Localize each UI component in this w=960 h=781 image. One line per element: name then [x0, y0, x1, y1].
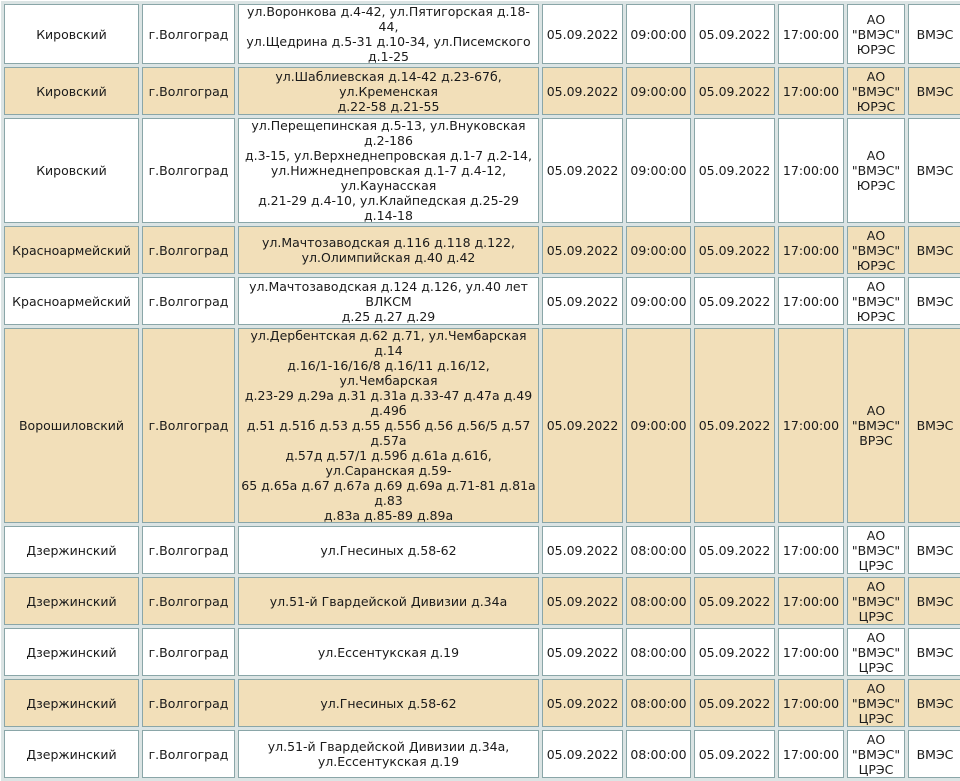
organization-line: АО — [866, 11, 886, 27]
organization-line: "ВМЭС" — [851, 695, 901, 711]
start-date-cell: 05.09.2022 — [542, 526, 623, 574]
address-line: д.23-29 д.29а д.31 д.31а д.33-47 д.47а д.49 д.49б — [244, 388, 533, 418]
district-cell: Дзержинский — [4, 526, 139, 574]
start-time-cell: 09:00:00 — [626, 226, 691, 274]
organization-cell — [847, 4, 905, 64]
organization-cell — [847, 67, 905, 115]
organization-line: ЮРЭС — [856, 257, 896, 273]
outage-schedule-table — [1, 1, 960, 781]
organization-line: ВРЭС — [859, 433, 893, 448]
organization-line: АО — [866, 731, 886, 747]
organization-cell — [847, 679, 905, 727]
address-line: д.57д д.57/1 д.59б д.61а д.61б, ул.Саранская д.59- — [285, 448, 492, 478]
start-date-cell: 05.09.2022 — [542, 628, 623, 676]
table-row — [4, 679, 960, 727]
organization-line: ЮРЭС — [856, 178, 896, 193]
end-date-cell: 05.09.2022 — [694, 118, 775, 223]
table-row — [4, 526, 960, 574]
address-cell — [238, 628, 539, 676]
organization-line: АО — [866, 403, 886, 418]
organization-cell — [847, 628, 905, 676]
address-line: ул.Дербентская д.62 д.71, ул.Чембарская д.14 — [250, 328, 527, 358]
end-date-cell: 05.09.2022 — [694, 628, 775, 676]
end-time-cell: 17:00:00 — [778, 4, 844, 64]
address-cell — [238, 577, 539, 625]
address-line: ул.Воронкова д.4-42, ул.Пятигорская д.18-44, — [247, 4, 530, 34]
start-date-cell: 05.09.2022 — [542, 118, 623, 223]
organization-line: "ВМЭС" — [851, 746, 901, 762]
end-time-cell: 17:00:00 — [778, 730, 844, 778]
organization-line: "ВМЭС" — [851, 542, 901, 558]
table-row — [4, 277, 960, 325]
end-time-cell: 17:00:00 — [778, 226, 844, 274]
city-cell: г.Волгоград — [142, 577, 235, 625]
address-line: ул.Гнесиных д.58-62 — [320, 695, 457, 711]
end-time-cell: 17:00:00 — [778, 118, 844, 223]
organization-cell — [847, 577, 905, 625]
start-time-cell: 08:00:00 — [626, 679, 691, 727]
address-line: ул.Шаблиевская д.14-42 д.23-67б, ул.Кременская — [275, 68, 502, 99]
city-cell: г.Волгоград — [142, 67, 235, 115]
organization-line: АО — [866, 578, 886, 594]
address-line: 65 д.65а д.67 д.67а д.69 д.69а д.71-81 д.81а д.83 — [241, 478, 536, 508]
organization-line: АО — [866, 148, 886, 163]
owner-cell: ВМЭС — [908, 577, 960, 625]
address-line: д.16/1-16/16/8 д.16/11 д.16/12, ул.Чембарская — [287, 358, 490, 388]
address-cell — [238, 4, 539, 64]
organization-line: ЮРЭС — [856, 98, 896, 114]
organization-line: ЦРЭС — [858, 557, 894, 573]
organization-line: ЦРЭС — [858, 710, 894, 726]
address-cell — [238, 118, 539, 223]
start-time-cell: 09:00:00 — [626, 118, 691, 223]
owner-cell: ВМЭС — [908, 67, 960, 115]
address-line: ул.Перещепинская д.5-13, ул.Внуковская д.2-186 — [251, 118, 526, 148]
end-date-cell: 05.09.2022 — [694, 730, 775, 778]
city-cell: г.Волгоград — [142, 628, 235, 676]
address-line: ул.51-й Гвардейской Дивизии д.34а — [269, 593, 508, 609]
start-time-cell: 09:00:00 — [626, 67, 691, 115]
table-row — [4, 730, 960, 778]
start-date-cell: 05.09.2022 — [542, 4, 623, 64]
address-line: д.51 д.51б д.53 д.55 д.55б д.56 д.56/5 д.57 д.57а — [246, 418, 531, 448]
table-row — [4, 118, 960, 223]
address-line: ул.Ессентукская д.19 — [317, 644, 460, 660]
table-body — [4, 4, 960, 778]
address-line: ул.Щедрина д.5-31 д.10-34, ул.Писемского д.1-25 — [246, 34, 531, 64]
start-time-cell: 08:00:00 — [626, 526, 691, 574]
address-line: ул.51-й Гвардейской Дивизии д.34а, — [267, 739, 510, 754]
table-row — [4, 628, 960, 676]
address-line: ул.Олимпийская д.40 д.42 — [301, 250, 476, 265]
end-time-cell: 17:00:00 — [778, 328, 844, 523]
organization-line: ЮРЭС — [856, 308, 896, 324]
address-line: ул.Мачтозаводская д.124 д.126, ул.40 лет ВЛКСМ — [249, 278, 528, 309]
organization-line: "ВМЭС" — [851, 418, 901, 433]
organization-line: "ВМЭС" — [851, 644, 901, 660]
owner-cell: ВМЭС — [908, 226, 960, 274]
district-cell: Ворошиловский — [4, 328, 139, 523]
address-cell — [238, 679, 539, 727]
address-line: ул.Гнесиных д.58-62 — [320, 542, 457, 558]
organization-cell — [847, 526, 905, 574]
end-date-cell: 05.09.2022 — [694, 577, 775, 625]
organization-line: "ВМЭС" — [851, 83, 901, 99]
end-date-cell: 05.09.2022 — [694, 67, 775, 115]
address-cell — [238, 67, 539, 115]
start-time-cell: 08:00:00 — [626, 628, 691, 676]
organization-line: АО — [866, 278, 886, 294]
organization-line: "ВМЭС" — [851, 26, 901, 42]
end-date-cell: 05.09.2022 — [694, 4, 775, 64]
start-date-cell: 05.09.2022 — [542, 67, 623, 115]
city-cell: г.Волгоград — [142, 277, 235, 325]
table-row — [4, 4, 960, 64]
start-date-cell: 05.09.2022 — [542, 679, 623, 727]
city-cell: г.Волгоград — [142, 328, 235, 523]
owner-cell: ВМЭС — [908, 4, 960, 64]
address-cell — [238, 526, 539, 574]
organization-line: "ВМЭС" — [851, 242, 901, 258]
address-line: д.25 д.27 д.29 — [341, 308, 436, 324]
owner-cell: ВМЭС — [908, 628, 960, 676]
district-cell: Дзержинский — [4, 730, 139, 778]
organization-line: АО — [866, 527, 886, 543]
district-cell: Кировский — [4, 118, 139, 223]
start-date-cell: 05.09.2022 — [542, 226, 623, 274]
organization-line: АО — [866, 680, 886, 696]
end-date-cell: 05.09.2022 — [694, 277, 775, 325]
address-line: ул.Ессентукская д.19 — [317, 754, 460, 769]
address-cell — [238, 277, 539, 325]
city-cell: г.Волгоград — [142, 118, 235, 223]
start-date-cell: 05.09.2022 — [542, 577, 623, 625]
end-time-cell: 17:00:00 — [778, 679, 844, 727]
organization-line: ЦРЭС — [858, 659, 894, 675]
address-cell — [238, 226, 539, 274]
organization-line: АО — [866, 227, 886, 243]
start-time-cell: 08:00:00 — [626, 730, 691, 778]
organization-cell — [847, 118, 905, 223]
start-time-cell: 08:00:00 — [626, 577, 691, 625]
end-time-cell: 17:00:00 — [778, 277, 844, 325]
district-cell: Дзержинский — [4, 628, 139, 676]
organization-line: "ВМЭС" — [851, 293, 901, 309]
table-row — [4, 226, 960, 274]
address-cell — [238, 328, 539, 523]
end-date-cell: 05.09.2022 — [694, 226, 775, 274]
address-line: д.21-29 д.4-10, ул.Клайпедская д.25-29 д.14-18 — [258, 193, 519, 223]
owner-cell: ВМЭС — [908, 328, 960, 523]
table-row — [4, 328, 960, 523]
district-cell: Красноармейский — [4, 277, 139, 325]
organization-cell — [847, 226, 905, 274]
end-time-cell: 17:00:00 — [778, 577, 844, 625]
district-cell: Кировский — [4, 67, 139, 115]
district-cell: Кировский — [4, 4, 139, 64]
organization-line: ЮРЭС — [856, 41, 896, 57]
end-time-cell: 17:00:00 — [778, 526, 844, 574]
end-time-cell: 17:00:00 — [778, 67, 844, 115]
table-row — [4, 67, 960, 115]
city-cell: г.Волгоград — [142, 730, 235, 778]
end-date-cell: 05.09.2022 — [694, 679, 775, 727]
start-time-cell: 09:00:00 — [626, 277, 691, 325]
organization-line: "ВМЭС" — [851, 163, 901, 178]
address-line: д.83а д.85-89 д.89а — [323, 508, 454, 523]
address-line: д.3-15, ул.Верхнеднепровская д.1-7 д.2-14, — [245, 148, 532, 163]
start-time-cell: 09:00:00 — [626, 328, 691, 523]
owner-cell: ВМЭС — [908, 730, 960, 778]
start-time-cell: 09:00:00 — [626, 4, 691, 64]
district-cell: Дзержинский — [4, 679, 139, 727]
district-cell: Красноармейский — [4, 226, 139, 274]
city-cell: г.Волгоград — [142, 4, 235, 64]
address-cell — [238, 730, 539, 778]
owner-cell: ВМЭС — [908, 679, 960, 727]
district-cell: Дзержинский — [4, 577, 139, 625]
owner-cell: ВМЭС — [908, 277, 960, 325]
end-date-cell: 05.09.2022 — [694, 328, 775, 523]
address-line: ул.Нижнеднепровская д.1-7 д.4-12, ул.Каунасская — [270, 163, 507, 193]
organization-cell — [847, 730, 905, 778]
owner-cell: ВМЭС — [908, 526, 960, 574]
owner-cell: ВМЭС — [908, 118, 960, 223]
organization-cell — [847, 328, 905, 523]
organization-line: ЦРЭС — [858, 608, 894, 624]
organization-line: АО — [866, 68, 886, 84]
city-cell: г.Волгоград — [142, 526, 235, 574]
start-date-cell: 05.09.2022 — [542, 277, 623, 325]
address-line: ул.Мачтозаводская д.116 д.118 д.122, — [261, 235, 515, 250]
start-date-cell: 05.09.2022 — [542, 730, 623, 778]
organization-cell — [847, 277, 905, 325]
end-time-cell: 17:00:00 — [778, 628, 844, 676]
city-cell: г.Волгоград — [142, 679, 235, 727]
organization-line: АО — [866, 629, 886, 645]
city-cell: г.Волгоград — [142, 226, 235, 274]
address-line: д.22-58 д.21-55 — [337, 98, 440, 114]
organization-line: ЦРЭС — [858, 761, 894, 777]
organization-line: "ВМЭС" — [851, 593, 901, 609]
start-date-cell: 05.09.2022 — [542, 328, 623, 523]
end-date-cell: 05.09.2022 — [694, 526, 775, 574]
table-row — [4, 577, 960, 625]
